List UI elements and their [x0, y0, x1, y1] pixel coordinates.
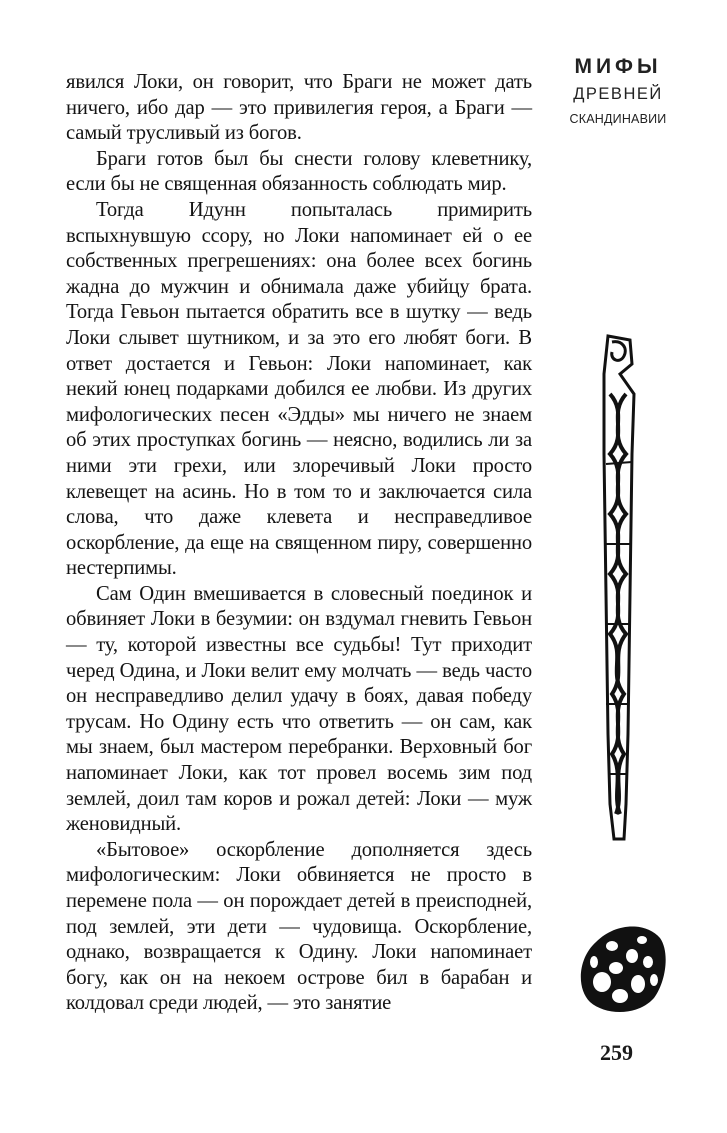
- paragraph-1: явился Локи, он говорит, что Браги не может дать ничего, ибо дар — это привилегия героя, а Браги — самый трусливый из богов.: [66, 71, 532, 145]
- carved-staff-ornament-icon: [598, 334, 640, 842]
- running-header-line-3: СКАНДИНАВИИ: [569, 112, 667, 126]
- paragraph-2: Браги готов был бы снести голову клеветнику, если бы не священная обязанность соблюдать мир.: [66, 147, 532, 196]
- running-header-line-1: МИФЫ: [574, 55, 662, 78]
- paragraph-5: «Бытовое» оскорбление дополняется здесь мифологическим: Локи обвиняется не просто в перемене пола — он порождает детей в преисподней, под землей, эти дети — чудовища. Оскорбление, однако, возвращается к Одину. Локи напоминает богу, как он на некоем острове бил в барабан и колдовал среди людей, — это занятие: [66, 838, 532, 1015]
- paragraph-3: Тогда Идунн попыталась примирить вспыхнувшую ссору, но Локи напоминает ей о ее собственных прегрешениях: она более всех богинь жадна до мужчин и обнимала даже убийцу брата. Тогда Гевьон пытается обратить все в шутку — ведь Локи слывет шутником, и за это его любят боги. В ответ достается и Гевьон: Локи напоминает, как некий юнец подарками добился ее любви. Из других мифологических песен «Эдды» мы ничего не знаем об этих проступках богинь — неясно, водились ли за ними эти грехи, или злоречивый Локи просто клевещет на асинь. Но в том то и заключается сила слова, что даже клевета и несправедливое оскорбление, да еще на священном пиру, совершенно нестерпимы.: [66, 198, 532, 580]
- page-body-text: [66, 70, 532, 1017]
- knotwork-ornament-icon: [576, 922, 668, 1017]
- running-header-line-2: ДРЕВНЕЙ: [573, 85, 663, 103]
- page-number: 259: [600, 1040, 633, 1065]
- paragraph-4: Сам Один вмешивается в словесный поединок и обвиняет Локи в безумии: он вздумал гневить Гевьон — ту, которой известны все судьбы! Тут приходит черед Одина, и Локи велит ему молчать — ведь часто он несправедливо делил удачу в боях, давая победу трусам. Но Одину есть что ответить — он сам, как мы знаем, был мастером перебранки. Верховный бог напоминает Локи, как тот провел восемь зим под землей, доил там коров и рожал детей: Локи — муж женовидный.: [66, 582, 532, 836]
- running-header: [568, 54, 668, 129]
